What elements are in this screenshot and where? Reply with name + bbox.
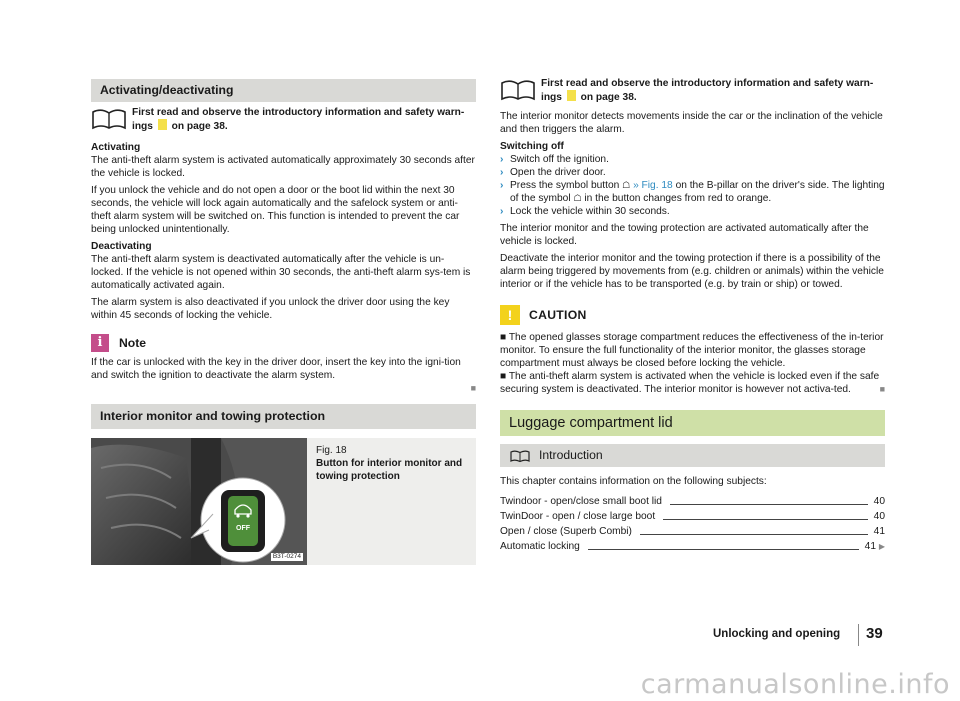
- step-4: › Lock the vehicle within 30 seconds.: [500, 206, 670, 217]
- activating-paragraph-1: The anti-theft alarm system is activated automatically approximately 30 seconds after the vehicle is locked.: [91, 155, 475, 179]
- alarm-symbol-icon: ☖: [622, 180, 631, 190]
- figure-18: [91, 438, 476, 565]
- heading-interior-monitor: Interior monitor and towing protection: [91, 404, 476, 429]
- deactivating-subheading: Deactivating: [91, 241, 152, 252]
- monitor-paragraph-3: Deactivate the interior monitor and the towing protection if there is a possibility of the alarm being triggered by movements from (e.g. children or animals) within the vehicle interior or if the vehicle has to be transported (e.g. by train or ship) or towed.: [500, 253, 884, 290]
- warning-icon: !: [500, 305, 520, 325]
- arrow-icon: ›: [500, 167, 504, 178]
- toc-item[interactable]: TwinDoor - open / close large boot 40: [500, 511, 885, 522]
- figure-caption-text: Button for interior monitor and towing protection: [316, 458, 463, 482]
- highlight-marker: [158, 119, 167, 130]
- heading-activating: Activating/deactivating: [91, 79, 476, 102]
- intro-note-right: First read and observe the introductory information and safety warn- ings on page 38.: [500, 77, 885, 104]
- info-icon: i: [91, 334, 109, 352]
- switching-off-subheading: Switching off: [500, 141, 564, 152]
- heading-luggage-compartment: Luggage compartment lid: [500, 410, 885, 436]
- arrow-icon: ›: [500, 180, 504, 191]
- alarm-symbol-icon: ☖: [573, 193, 582, 203]
- note-text: If the car is unlocked with the key in the driver door, insert the key into the igni-tion and switch the ignition to deactivate the alarm system.: [91, 357, 461, 381]
- arrow-icon: ›: [500, 154, 504, 165]
- introduction-title: Introduction: [539, 448, 603, 462]
- right-column: [500, 79, 885, 553]
- caution-item-1: ■ The opened glasses storage compartment reduces the effectiveness of the in-terior monitor. To ensure the full functionality of the interior monitor, the glasses storage compartment must always be closed before locking the vehicle.: [500, 332, 884, 369]
- toc-item[interactable]: Automatic locking 41 ▶: [500, 541, 885, 552]
- deactivating-paragraph-2: The alarm system is also deactivated if you unlock the driver door using the key within 45 seconds of locking the vehicle.: [91, 297, 450, 321]
- note-header: [91, 334, 476, 352]
- figure-label: Fig. 18: [316, 445, 347, 456]
- off-label: OFF: [236, 525, 250, 532]
- caution-item-2: ■ The anti-theft alarm system is activated when the vehicle is locked even if the safe securing system is deactivated. The interior monitor is however not activa-ted. ■: [500, 371, 885, 395]
- toc-list: [500, 493, 885, 553]
- introduction-text: This chapter contains information on the following subjects:: [500, 476, 767, 487]
- caution-header: [500, 305, 885, 325]
- page-number: 39: [858, 624, 883, 646]
- page-ref-link[interactable]: on page 38.: [580, 92, 637, 103]
- arrow-icon: ›: [500, 206, 504, 217]
- figure-caption: [307, 438, 476, 565]
- step-3: › Press the symbol button ☖ » Fig. 18 on the B-pillar on the driver's side. The lighting of the symbol ☖ in the button changes from red to orange.: [500, 180, 885, 204]
- book-icon: [500, 78, 536, 102]
- figure-image: [91, 438, 307, 565]
- step-2: › Open the driver door.: [500, 167, 606, 178]
- step-1: › Switch off the ignition.: [500, 154, 609, 165]
- intro-text: First read and observe the introductory information and safety warn-: [541, 78, 874, 89]
- note-title: Note: [119, 335, 147, 350]
- footer-section-title: Unlocking and opening: [713, 628, 841, 640]
- toc-item[interactable]: Twindoor - open/close small boot lid 40: [500, 496, 885, 507]
- figure-link[interactable]: » Fig. 18: [633, 180, 673, 191]
- book-icon: [510, 449, 530, 463]
- continue-arrow-icon: ▶: [878, 542, 885, 551]
- figure-code: B3T-0274: [272, 553, 301, 560]
- intro-note-left: First read and observe the introductory information and safety warn- ings on page 38.: [91, 106, 476, 133]
- toc-item[interactable]: Open / close (Superb Combi) 41: [500, 526, 885, 537]
- watermark: carmanualsonline.info: [640, 669, 950, 700]
- activating-paragraph-2: If you unlock the vehicle and do not open a door or the boot lid within the next 30 seconds, the vehicle will lock again automatically and the safelock system or anti-theft alarm system will be switched on. This function is intended to prevent the car being unlocked unintentionally.: [91, 185, 460, 235]
- activating-subheading: Activating: [91, 142, 141, 153]
- end-marker: ■: [879, 384, 885, 394]
- intro-text: First read and observe the introductory information and safety warn-: [132, 107, 465, 118]
- book-icon: [91, 107, 127, 131]
- deactivating-paragraph-1: The anti-theft alarm system is deactivated automatically after the vehicle is un-locked. If the vehicle is not opened within 30 seconds, the anti-theft alarm sys-tem is automatically activated again.: [91, 254, 471, 291]
- caution-title: CAUTION: [529, 307, 587, 322]
- left-column: [91, 79, 476, 565]
- seat-illustration: [91, 438, 307, 565]
- end-marker: ■: [470, 383, 476, 393]
- page-ref-link[interactable]: on page 38.: [171, 121, 228, 132]
- monitor-paragraph-1: The interior monitor detects movements inside the car or the inclination of the vehicle and then triggers the alarm.: [500, 111, 883, 135]
- monitor-paragraph-2: The interior monitor and the towing protection are activated automatically after the vehicle is locked.: [500, 223, 869, 247]
- introduction-bar: [500, 444, 885, 467]
- highlight-marker: [567, 90, 576, 101]
